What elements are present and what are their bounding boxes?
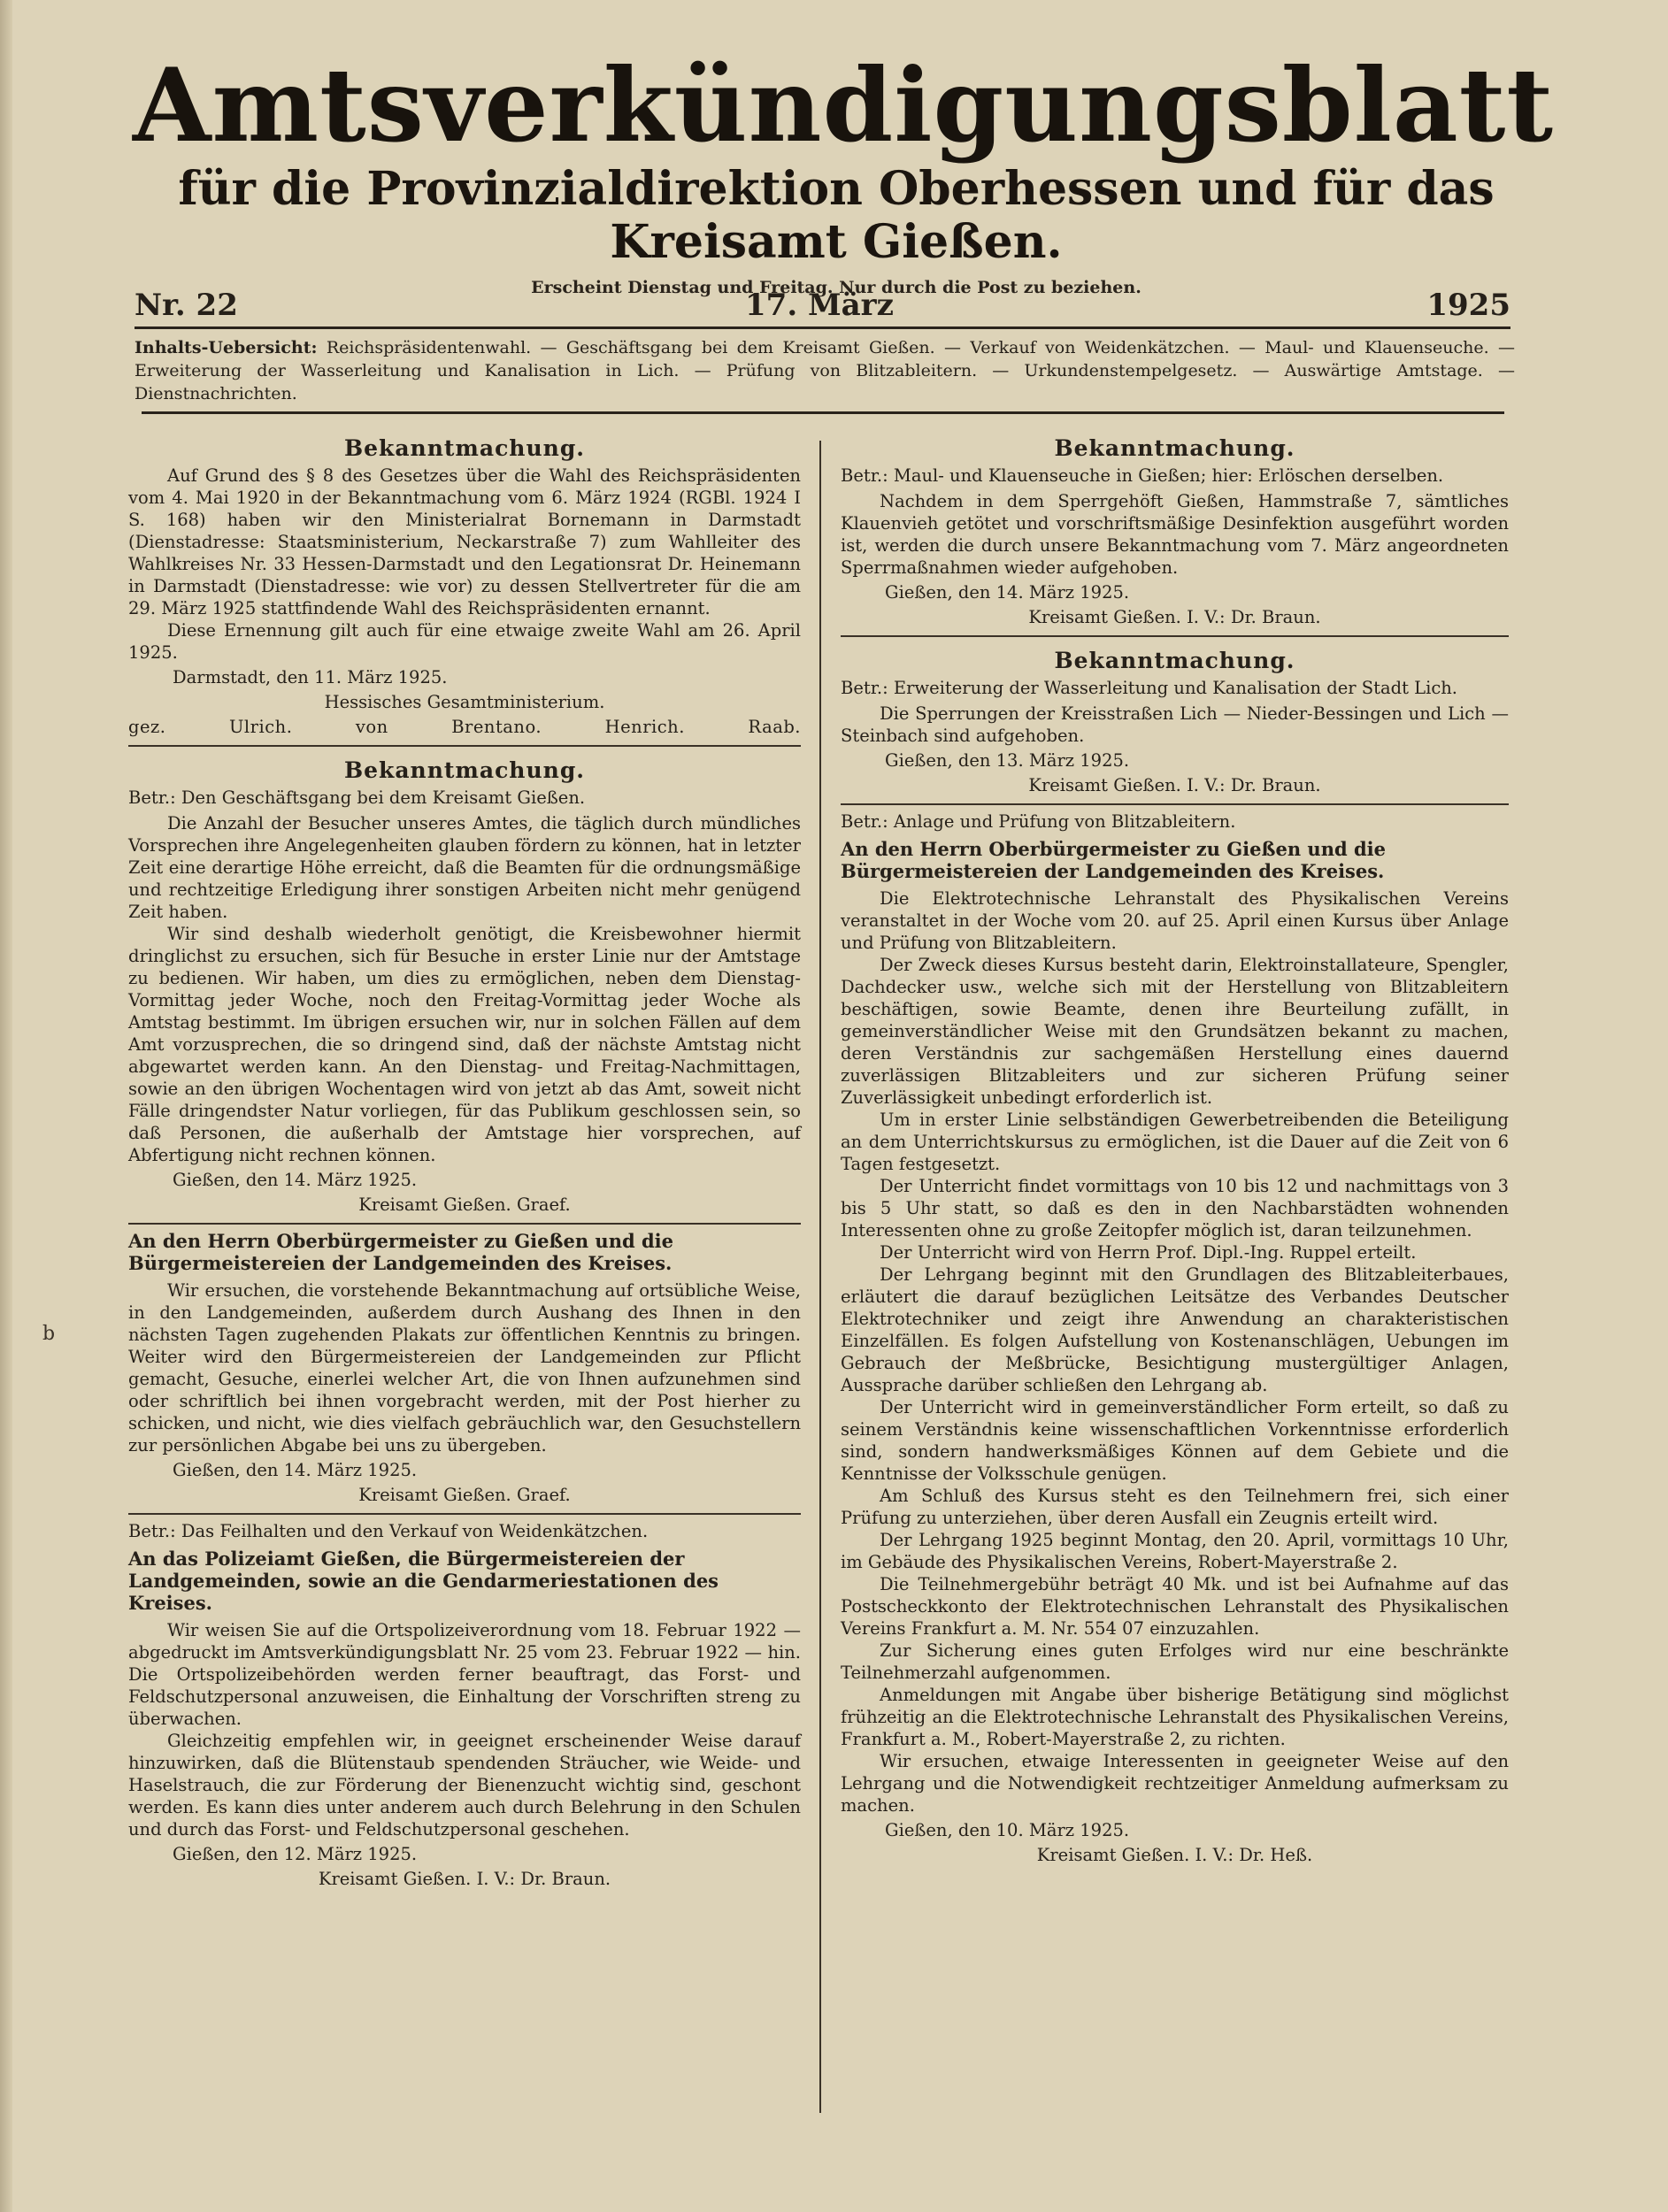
left-column	[128, 425, 801, 1897]
column-divider	[819, 441, 821, 2113]
notice-heading: Bekanntmachung.	[1054, 435, 1295, 461]
notice-signature: Kreisamt Gießen. I. V.: Dr. Heß.	[1036, 1845, 1313, 1865]
section-divider	[128, 745, 801, 747]
notice-paragraph: Um in erster Linie selbständigen Gewerbetreibenden die Beteiligung an dem Unterrichtskursus zu ermöglichen, ist die Dauer auf die Zeit von 6 Tagen festgesetzt.	[841, 1110, 1509, 1174]
publication-subtitle: für die Provinzialdirektion Oberhessen und für das Kreisamt Gießen.	[178, 162, 1495, 269]
notice-willow-catkins	[128, 1520, 801, 1890]
issue-bar	[135, 288, 1510, 329]
notice-place-date: Gießen, den 14. März 1925.	[885, 582, 1130, 603]
notice-water-line-lich	[841, 649, 1509, 796]
notice-paragraph: Diese Ernennung gilt auch für eine etwaige zweite Wahl am 26. April 1925.	[128, 620, 801, 663]
section-divider	[128, 1513, 801, 1515]
notice-place-date: Gießen, den 14. März 1925.	[173, 1460, 418, 1480]
notice-paragraph: Auf Grund des § 8 des Gesetzes über die Wahl des Reichspräsidenten vom 4. Mai 1920 in der Bekanntmachung vom 6. März 1924 (RGBl. 1924 I S. 168) haben wir den Ministerialrat Bornemann in Darmstadt (Dienstadresse: Staatsministerium, Neckarstraße 7) zum Wahlleiter des Wahlkreises Nr. 33 Hessen-Darmstadt und den Legationsrat Dr. Heinemann in Darmstadt (Dienstadresse: wie vor) zu dessen Stellvertreter für die am 29. März 1925 stattfindende Wahl des Reichspräsidenten ernannt.	[128, 465, 801, 618]
notice-paragraph: Die Sperrungen der Kreisstraßen Lich — Nieder-Bessingen und Lich — Steinbach sind aufgehoben.	[841, 703, 1509, 746]
section-divider	[841, 803, 1509, 805]
notice-paragraph: Der Lehrgang beginnt mit den Grundlagen des Blitzableiterbaues, erläutert die darauf bezüglichen Leitsätze des Verbandes Deutscher Elektrotechniker und zeigt ihre Anwendung an charakteristischen Einzelfällen. Es folgen Aufstellung von Kostenanschlägen, Uebungen im Gebrauch der Meßbrücke, Besichtigung mustergültiger Anlagen, Aussprache darüber schließen den Lehrgang ab.	[841, 1264, 1509, 1395]
notice-heading: Bekanntmachung.	[343, 435, 586, 461]
notice-foot-and-mouth	[841, 437, 1509, 628]
masthead	[133, 46, 1555, 297]
notice-signature: Kreisamt Gießen. I. V.: Dr. Braun.	[318, 1869, 611, 1889]
notice-subject: Betr.: Anlage und Prüfung von Blitzableitern.	[841, 811, 1236, 832]
toc-divider	[142, 411, 1504, 414]
notice-place-date: Darmstadt, den 11. März 1925.	[173, 667, 448, 687]
notice-paragraph: Die Elektrotechnische Lehranstalt des Physikalischen Vereins veranstaltet in der Woche vom 20. auf 25. April einen Kursus über Anlage und Prüfung von Blitzableitern.	[841, 888, 1509, 953]
notice-paragraph: Wir ersuchen, etwaige Interessenten in geeigneter Weise auf den Lehrgang und die Notwendigkeit rechtzeitiger Anmeldung aufmerksam zu machen.	[841, 1751, 1509, 1816]
notice-presidential-election	[128, 437, 801, 738]
toc-label: Inhalts-Uebersicht:	[135, 338, 318, 357]
notice-paragraph: Der Unterricht wird in gemeinverständlicher Form erteilt, so daß zu seinem Verständnis keine wissenschaftlichen Vorkenntnisse erforderlich sind, sondern handwerksmäßiges Können auf dem Gebiete und die Kenntnisse der Volksschule genügen.	[841, 1397, 1509, 1484]
notice-subject: Betr.: Das Feilhalten und den Verkauf von Weidenkätzchen.	[128, 1521, 649, 1541]
notice-paragraph: Die Anzahl der Besucher unseres Amtes, die täglich durch mündliches Vorsprechen ihre Angelegenheiten glauben fördern zu können, hat in letzter Zeit eine derartige Höhe erreicht, daß die Beamten für die ordnungsmäßige und rechtzeitige Erledigung ihrer sonstigen Arbeiten nicht mehr genügend Zeit haben.	[128, 813, 801, 922]
notice-subject: Betr.: Erweiterung der Wasserleitung und Kanalisation der Stadt Lich.	[841, 678, 1458, 698]
table-of-contents	[135, 336, 1515, 405]
notice-paragraph: Wir ersuchen, die vorstehende Bekanntmachung auf ortsübliche Weise, in den Landgemeinden, außerdem durch Aushang des Ihnen in den nächsten Tagen zugehenden Plakats zur öffentlichen Kenntnis zu bringen. Weiter wird den Bürgermeistereien der Landgemeinden zur Pflicht gemacht, Gesuche, einerlei welcher Art, die von Ihnen aufzunehmen sind oder schriftlich bei ihnen vorgebracht werden, mit der Post hierher zu schicken, und nicht, wie dies vielfach gebräuchlich war, den Gesuchstellern zur persönlichen Abgabe bei uns zu übergeben.	[128, 1280, 801, 1455]
notice-subject: Betr.: Den Geschäftsgang bei dem Kreisamt Gießen.	[128, 787, 586, 808]
notice-issuer: Hessisches Gesamtministerium.	[324, 692, 605, 712]
notice-heading: An den Herrn Oberbürgermeister zu Gießen und die Bürgermeistereien der Landgemeinden des Kreises.	[841, 838, 1386, 882]
notice-subject: Betr.: Maul- und Klauenseuche in Gießen; hier: Erlöschen derselben.	[841, 465, 1444, 486]
toc-text: Reichspräsidentenwahl. — Geschäftsgang bei dem Kreisamt Gießen. — Verkauf von Weidenkätzchen. — Maul- und Klauenseuche. — Erweiterung der Wasserleitung und Kanalisation in Lich. — Prüfung von Blitzableitern. — Urkundenstempelgesetz. — Auswärtige Amtstage. — Dienstnachrichten.	[135, 338, 1515, 403]
notice-heading: Bekanntmachung.	[343, 757, 586, 783]
notice-signature: Kreisamt Gießen. I. V.: Dr. Braun.	[1028, 775, 1321, 795]
notice-signature: Kreisamt Gießen. Graef.	[358, 1485, 571, 1505]
notice-paragraph: Nachdem in dem Sperrgehöft Gießen, Hammstraße 7, sämtliches Klauenvieh getötet und vorschriftsmäßige Desinfektion ausgeführt worden ist, werden die durch unsere Bekanntmachung vom 7. März angeordneten Sperrmaßnahmen wieder aufgehoben.	[841, 491, 1509, 578]
issue-year: 1925	[1426, 288, 1510, 323]
publication-tagline: Erscheint Dienstag und Freitag. Nur durch die Post zu beziehen.	[531, 278, 1141, 297]
notice-to-mayors	[128, 1230, 801, 1506]
margin-note: b	[42, 1323, 56, 1345]
notice-heading: An den Herrn Oberbürgermeister zu Gießen und die Bürgermeistereien der Landgemeinden des Kreises.	[128, 1230, 673, 1274]
notice-heading: Bekanntmachung.	[1054, 648, 1295, 673]
notice-paragraph: Gleichzeitig empfehlen wir, in geeignet erscheinender Weise darauf hinzuwirken, daß die Blütenstaub spendenden Sträucher, wie Weide- und Haselstrauch, die zur Förderung der Bienenzucht wichtig sind, geschont werden. Es kann dies unter anderem auch durch Belehrung in den Schulen und durch das Forst- und Feldschutzpersonal geschehen.	[128, 1731, 801, 1839]
issue-number: Nr. 22	[135, 288, 238, 323]
right-column	[841, 425, 1509, 1873]
notice-lightning-rods	[841, 810, 1509, 1866]
notice-paragraph: Anmeldungen mit Angabe über bisherige Betätigung sind möglichst frühzeitig an die Elektrotechnische Lehranstalt des Physikalischen Vereins, Frankfurt a. M., Robert-Mayerstraße 2, zu richten.	[841, 1685, 1509, 1749]
notice-business-procedure	[128, 759, 801, 1216]
notice-paragraph: Der Lehrgang 1925 beginnt Montag, den 20. April, vormittags 10 Uhr, im Gebäude des Physikalischen Vereins, Robert-Mayerstraße 2.	[841, 1530, 1509, 1572]
section-divider	[841, 635, 1509, 637]
notice-place-date: Gießen, den 14. März 1925.	[173, 1170, 418, 1190]
notice-place-date: Gießen, den 10. März 1925.	[885, 1820, 1130, 1840]
page-spine	[0, 0, 12, 2212]
notice-paragraph: Die Teilnehmergebühr beträgt 40 Mk. und ist bei Aufnahme auf das Postscheckkonto der Elektrotechnischen Lehranstalt des Physikalischen Vereins Frankfurt a. M. Nr. 554 07 einzuzahlen.	[841, 1574, 1509, 1639]
issue-date: 17. März	[745, 288, 894, 323]
notice-paragraph: Der Unterricht wird von Herrn Prof. Dipl.-Ing. Ruppel erteilt.	[880, 1242, 1417, 1263]
notice-heading: An das Polizeiamt Gießen, die Bürgermeistereien der Landgemeinden, sowie an die Gendarmeriestationen des Kreises.	[128, 1548, 719, 1614]
notice-paragraph: Der Zweck dieses Kursus besteht darin, Elektroinstallateure, Spengler, Dachdecker usw., welche sich mit der Herstellung von Blitzableitern beschäftigen, sowie Beamte, denen ihre Beurteilung zufällt, in gemeinverständlicher Weise mit den Grundsätzen bekannt zu machen, deren Verständnis zur sachgemäßen Herstellung eines dauernd zuverlässigen Blitzableiters und zur sicheren Prüfung seiner Zuverlässigkeit unbedingt erforderlich ist.	[841, 955, 1509, 1108]
notice-paragraph: Wir weisen Sie auf die Ortspolizeiverordnung vom 18. Februar 1922 — abgedruckt im Amtsverkündigungsblatt Nr. 25 vom 23. Februar 1922 — hin. Die Ortspolizeibehörden werden ferner beauftragt, das Forst- und Feldschutzpersonal anzuweisen, die Einhaltung der Vorschriften streng zu überwachen.	[128, 1620, 801, 1729]
notice-signers: gez. Ulrich. von Brentano. Henrich. Raab.	[128, 717, 801, 737]
notice-paragraph: Zur Sicherung eines guten Erfolges wird nur eine beschränkte Teilnehmerzahl aufgenommen.	[841, 1640, 1509, 1683]
publication-title: Amtsverkündigungsblatt	[133, 46, 1555, 165]
notice-paragraph: Wir sind deshalb wiederholt genötigt, die Kreisbewohner hiermit dringlichst zu ersuchen, sich für Besuche in erster Linie nur der Amtstage zu bedienen. Wir haben, um dies zu ermöglichen, neben dem Dienstag-Vormittag jeder Woche, noch den Freitag-Vormittag jeder Woche als Amtstag bestimmt. Im übrigen ersuchen wir, nur in solchen Fällen auf dem Amt vorzusprechen, die so dringend sind, daß der nächste Amtstag nicht abgewartet werden kann. An den Dienstag- und Freitag-Nachmittagen, sowie an den übrigen Wochentagen wird von jetzt ab das Amt, soweit nicht Fälle dringendster Natur vorliegen, für das Publikum geschlossen sein, so daß Personen, die außerhalb der Amtstage hier vorsprechen, auf Abfertigung nicht rechnen können.	[128, 924, 801, 1165]
notice-paragraph: Der Unterricht findet vormittags von 10 bis 12 und nachmittags von 3 bis 5 Uhr statt, so daß es den in den Nachbarstädten wohnenden Interessenten ohne zu große Zeitopfer möglich ist, daran teilzunehmen.	[841, 1176, 1509, 1240]
notice-place-date: Gießen, den 13. März 1925.	[885, 750, 1130, 771]
notice-paragraph: Am Schluß des Kursus steht es den Teilnehmern frei, sich einer Prüfung zu unterziehen, über deren Ausfall ein Zeugnis erteilt wird.	[841, 1486, 1509, 1528]
notice-signature: Kreisamt Gießen. Graef.	[358, 1194, 571, 1215]
notice-place-date: Gießen, den 12. März 1925.	[173, 1844, 418, 1864]
notice-signature: Kreisamt Gießen. I. V.: Dr. Braun.	[1028, 607, 1321, 627]
section-divider	[128, 1223, 801, 1225]
